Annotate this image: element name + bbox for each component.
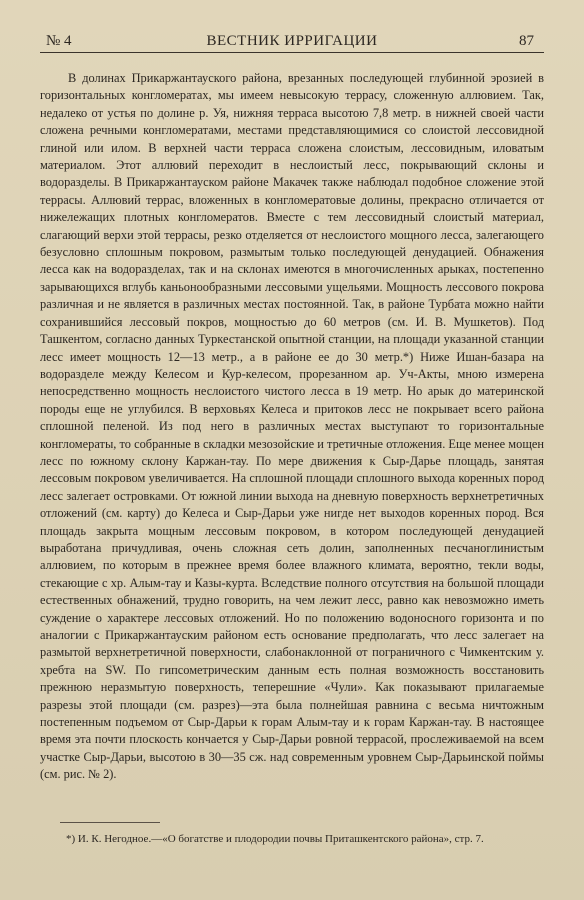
page-number: 87 xyxy=(519,33,534,49)
footnote-divider xyxy=(60,822,160,823)
footnote: *) И. К. Негодное.—«О богатстве и плодородии почвы Приташкентского района», стр. 7. xyxy=(66,833,484,845)
issue-number: № 4 xyxy=(46,33,72,49)
running-header xyxy=(40,30,544,53)
journal-title: ВЕСТНИК ИРРИГАЦИИ xyxy=(206,33,378,49)
body-paragraph: В долинах Прикаржантауского района, врезанных последующей глубинной эрозией в горизонтальных конгломератах, мы имеем невысокую террасу, сложенную аллювием. Так, недалеко от устья по долине р. Уя, нижняя терраса высотою 7,8 метр. в нижней своей части сложена речными конгломератами, местами представляющимися со слоистой лессовидной глиной или илом. В верхней части терраса сложена слоистым, лессовидным, иловатым материалом. Этот аллювий переходит в неслоистый лесс, покрывающий склоны и водоразделы. В Прикаржантауском районе Макачек также наблюдал подобное сложение этой террасы. Аллювий террас, вложенных в конгломератовые долины, прекрасно отличается от нижележащих плотных конгломератов. Вместе с тем лессовидный слоистый материал, слагающий верхи этой террасы, резко отделяется от неслоистого мощного лесса, залегающего безусловно сплошным покровом, размытым только последующей денудацией. Обнажения лесса как на водоразделах, так и на склонах имеются в многочисленных арыках, постепенно зарывающихся вглубь каньонообразными лессовыми ущельями. Мощность лессового покрова различная и не является в различных местах постоянной. Так, в районе Турбата можно найти сохранившийся лессовый покров, мощностью до 60 метров (см. И. В. Мушкетов). Под Ташкентом, согласно данных Туркестанской опытной станции, на площади указанной станции лесс имеет мощность 12—13 метр., а в районе ее до 30 метр.*) Ниже Ишан-базара на водоразделе между Келесом и Кур-келесом, прорезанном ар. Уч-Акты, мною измерена непосредственно мощность неслоистого чистого лесса в 19 метр. Но арык до материнской породы еще не углубился. В верховьях Келеса и притоков лесс не покрывает всего района сплошной пеленой. Из под него в различных местах выступают то горизонтальные конгломераты, то собранные в складки мезозойские и третичные отложения. Еще менее мощен лесс по южному склону Каржан-тау. По мере движения к Сыр-Дарье площадь, занятая лессовым покровом увеличивается. На сплошной площади сплошного выхода коренных пород лесс залегает островками. От южной линии выхода на дневную поверхность верхнетретичных отложений (см. карту) до Келеса и Сыр-Дарьи уже нигде нет выходов коренных пород. Вся площадь закрыта мощным лессовым покровом, в котором последующей денудацией выработана причудливая, очень сложная сеть долин, заполненных песчаноглинистым аллювием, по которым в прежнее время более влажного климата, вероятно, текли воды, стекающие с хр. Алым-тау и Казы-курта. Вследствие полного отсутствия на большой площади естественных обнажений, трудно говорить, на чем лежит лесс, равно как невозможно иметь суждение о характере лессовых отложений. Но по положению водоносного горизонта и по аналогии с Прикаржантауским районом есть основание предполагать, что лесс залегает на размытой верхнетретичной поверхности, слабонаклонной от пограничного с Чимкентским у. хребта на SW. По гипсометрическим данным есть полная возможность восстановить прежнюю неразмытую поверхность, теперешние «Чули». Как показывают прилагаемые разрезы этой площади (см. разрез)—эта была полнейшая равнина с весьма ничтожным постепенным подъемом от Сыр-Дарьи к горам Алым-тау и к горам Каржан-тау. В настоящее время эта почти плоскость кончается у Сыр-Дарьи ровной террасой, прослеживаемой на всем участке Сыр-Дарьи, высотою в 30—35 сж. над современным уровнем Сыр-Дарьинской поймы (см. рис. № 2). xyxy=(40,71,544,782)
